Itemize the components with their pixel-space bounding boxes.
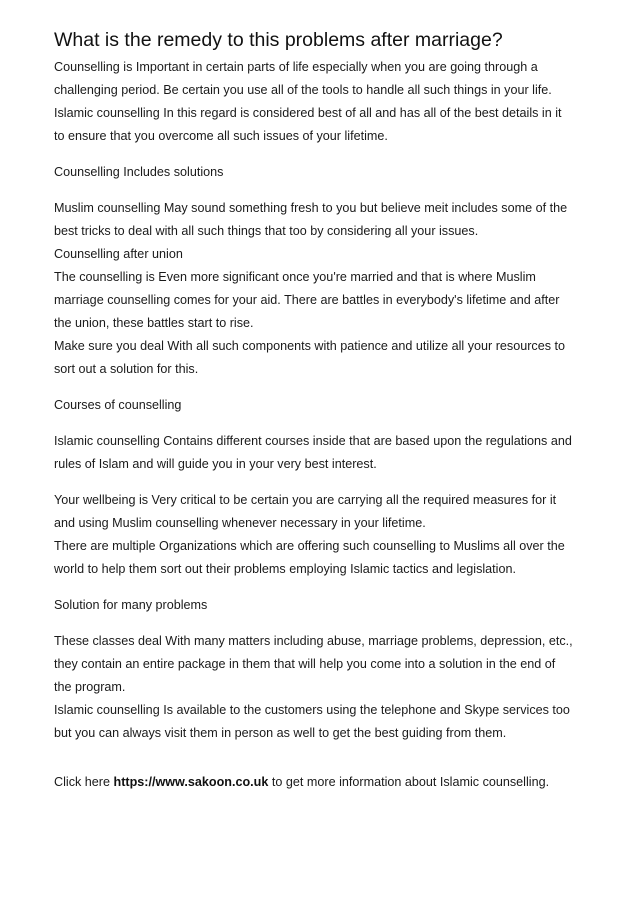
solutions-paragraph: [54, 197, 594, 243]
paragraph-line: Make sure you deal With all such components with patience and utilize all your resources to: [54, 339, 566, 353]
problems-paragraph: [54, 630, 594, 745]
paragraph-line: the union, these battles start to rise.: [54, 316, 254, 330]
paragraph-line: rules of Islam and will guide you in your very best interest.: [54, 457, 377, 471]
spacer: [54, 381, 594, 394]
paragraph-line: Counselling is Important in certain parts of life especially when you are going through a: [54, 60, 538, 74]
paragraph-line: best tricks to deal with all such things that too by considering all your issues.: [54, 224, 479, 238]
cta-suffix: to get more information about Islamic counselling.: [268, 775, 550, 789]
spacer: [54, 581, 594, 594]
spacer: [54, 148, 594, 161]
section-heading-many-problems: Solution for many problems: [54, 598, 208, 612]
call-to-action: [54, 771, 594, 794]
spacer: [54, 417, 594, 430]
paragraph-line: but you can always visit them in person as well to get the best guiding from them.: [54, 726, 507, 740]
paragraph-line: These classes deal With many matters including abuse, marriage problems, depression, etc.,: [54, 634, 573, 648]
paragraph-line: world to help them sort out their problems employing Islamic tactics and legislation.: [54, 562, 516, 576]
paragraph-line: challenging period. Be certain you use all of the tools to handle all such things in your life.: [54, 83, 552, 97]
spacer: [54, 617, 594, 630]
paragraph-line: sort out a solution for this.: [54, 362, 199, 376]
wellbeing-paragraph: [54, 489, 594, 581]
paragraph-line: Muslim counselling May sound something fresh to you but believe meit includes some of the: [54, 201, 568, 215]
section-heading-solutions: Counselling Includes solutions: [54, 165, 224, 179]
intro-paragraph: [54, 56, 594, 148]
document-title: What is the remedy to this problems after marriage?: [54, 29, 503, 51]
paragraph-line: to ensure that you overcome all such issues of your lifetime.: [54, 129, 388, 143]
paragraph-line: Islamic counselling Contains different courses inside that are based upon the regulations and: [54, 434, 572, 448]
spacer: [54, 745, 594, 771]
section-heading-after-union: Counselling after union: [54, 247, 183, 261]
paragraph-line: marriage counselling comes for your aid. There are battles in everybody's lifetime and after: [54, 293, 560, 307]
paragraph-line: Islamic counselling Is available to the customers using the telephone and Skype services too: [54, 703, 570, 717]
paragraph-line: Islamic counselling In this regard is considered best of all and has all of the best details in it: [54, 106, 562, 120]
paragraph-line: and using Muslim counselling whenever necessary in your lifetime.: [54, 516, 426, 530]
website-link[interactable]: https://www.sakoon.co.uk: [113, 775, 269, 789]
paragraph-line: The counselling is Even more significant once you're married and that is where Muslim: [54, 270, 536, 284]
document-page: [54, 28, 594, 794]
section-heading-courses: Courses of counselling: [54, 398, 182, 412]
paragraph-line: the program.: [54, 680, 126, 694]
paragraph-line: Your wellbeing is Very critical to be certain you are carrying all the required measures for it: [54, 493, 557, 507]
paragraph-line: they contain an entire package in them that will help you come into a solution in the end of: [54, 657, 556, 671]
spacer: [54, 476, 594, 489]
courses-paragraph: [54, 430, 594, 476]
cta-prefix: Click here: [54, 775, 114, 789]
paragraph-line: There are multiple Organizations which are offering such counselling to Muslims all over the: [54, 539, 565, 553]
spacer: [54, 184, 594, 197]
after-union-paragraph: [54, 266, 594, 381]
